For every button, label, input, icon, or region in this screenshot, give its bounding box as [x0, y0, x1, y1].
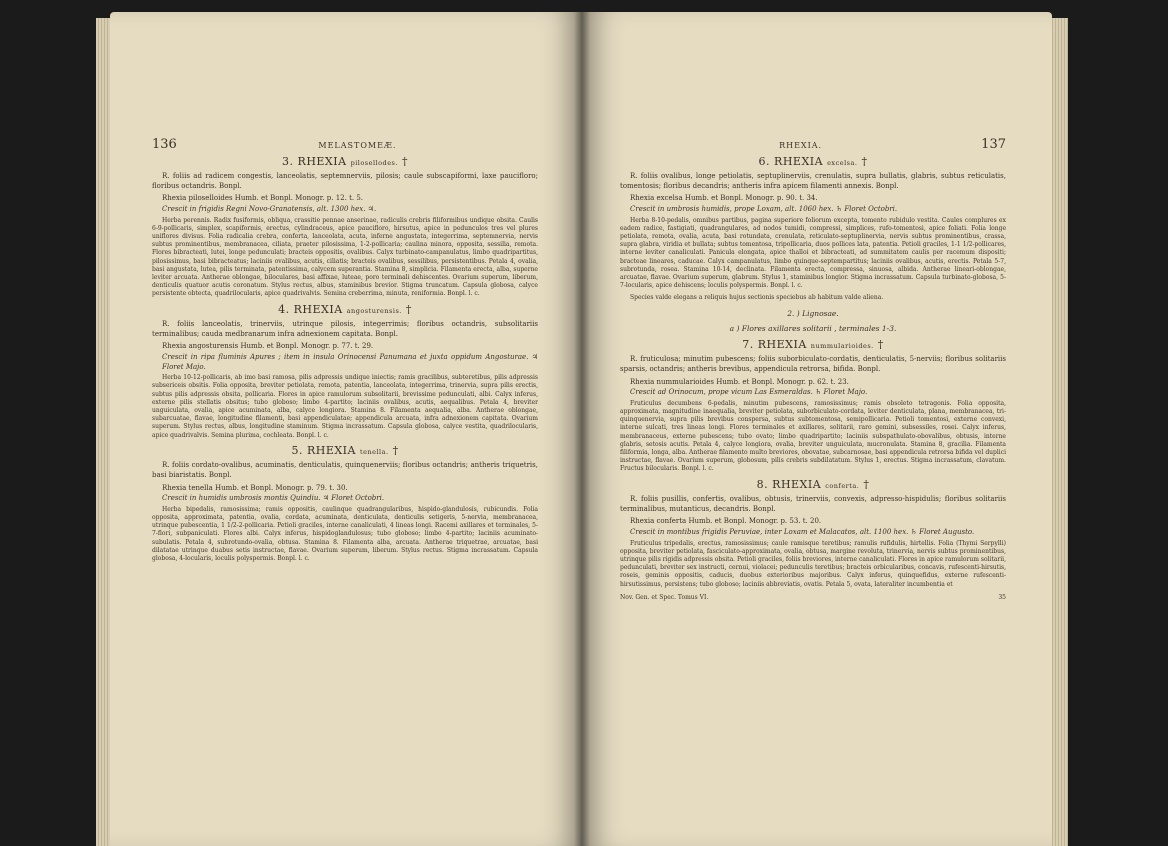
footer-sheet-number: 35 [998, 593, 1006, 601]
species-entry [620, 477, 1006, 589]
left-text-column [152, 137, 538, 567]
right-page-edges [1052, 18, 1068, 846]
species-note: Species valde elegans a reliquis hujus sectionis speciebus ab habitum valde aliena. [630, 294, 884, 302]
right-running-head: RHEXIA. [779, 141, 823, 150]
left-page-header [152, 137, 538, 152]
species-synonym: Rhexia piloselloides Humb. et Bonpl. Monogr. p. 12. t. 5. [162, 194, 364, 203]
species-synonym: Rhexia angosturensis Humb. et Bonpl. Monogr. p. 77. t. 29. [162, 342, 374, 351]
right-text-column [620, 137, 1006, 602]
species-description: Herba bipedalis, ramosissima; ramis oppositis, caulinque quadrangularibus, hispido-glandulosis, rubicundis. Folia opposita, approximata, patentia, ovalia, cordata, acuminata, denticulata, denticulis setigeris, 5-nervia, membranacea, utrinque pubescentia, 1 1/2-2-pollicaria. Petioli graciles, interne canaliculati, 4 lineas longi. Racemi axillares et terminales, 5-7-flori, subpaniculati. Flores albi. Calyx inferus, hispidoglandulosus; tubo globoso; limbo 4-partito; laciniis acuminato-subulatis. Petala 4, subrotundo-ovalia, obtusa. Stamina 8. Filamenta alba, arcuata. Antherae triquetrae, arcuatae, basi dilatatae utrinque duabus setis instructae, flavae. Ovarium superum, liberum. Stylus rectus. Stigma incrassatum. Capsula globosa, 4-locularis, loculis polyspermis. Bonpl. l. c. [152, 505, 538, 562]
species-diagnosis: R. foliis pusillis, confertis, ovalibus, obtusis, trinerviis, convexis, adpresso-hispidulis; floribus solitariis terminalibus, mutanticus, decandris. Bonpl. [620, 495, 1006, 513]
species-diagnosis: R. foliis ad radicem congestis, lanceolatis, septemnerviis, pilosis; caule subscapiformi, laxe paucifloro; floribus octandris. Bonpl. [152, 172, 538, 190]
species-title: 5. RHEXIA tenella. † [291, 443, 399, 457]
right-page-number: 137 [981, 137, 1006, 152]
species-title: 3. RHEXIA pilosellodes. † [282, 154, 408, 168]
species-habitat: Crescit in umbrosis humidis, prope Loxam, alt. 1060 hex. ♄ Floret Octobri. [630, 204, 898, 213]
species-habitat: Crescit in ripa fluminis Apures ; item in insula Orinocensi Panumana et juxta oppidum Angosturae. ♃ Floret Majo. [162, 352, 538, 371]
left-page-edges [96, 18, 110, 846]
species-description: Herba 8-10-pedalis, omnibus partibus, pagina superiore foliorum excepta, tomento rubidulo vestita. Caules complures ex eadem radice, fastigiati, quadrangulares, ad nodos tumidi, compressi, simplices, rufo-tomentosi, apice foliati. Folia longe petiolata, remota, ovalia, acuta, basi rotundata, crenulata, reticulato-septuplinervia, nervis subtus prominentibus, crassa, supra glabra, viridia et bullata; subtus tomentosa, tripollicaria, duos pollices lata, patentia. Petioli graciles, 1-1 1/2-pollicares, interne leviter canaliculati. Panicula elongata, apice thalloi et bibracteati, ad summitatem caulis per racemum dispositi; bracteae lineares, caducae. Calyx campanulatus, limbo quinque-septempartitus; laciniis ovalibus, acutis, erectis. Petala 5-7, subrotunda, rosea. Stamina 10-14, declinata. Filamenta erecta, compressa, sinuosa, albida. Antherae lineari-oblongae, arcuatae, flavae. Ovarium superum, glabrum. Stylus 1, staminibus longior. Stigma incrassatum. Capsula turbinato-globosa, 5-7-locularis, apice dehiscens; loculis polyspermis. Bonpl. l. c. [620, 216, 1006, 290]
species-synonym: Rhexia nummularioides Humb. et Bonpl. Monogr. p. 62. t. 23. [630, 377, 849, 386]
species-diagnosis: R. foliis ovalibus, longe petiolatis, septuplinerviis, crenulatis, supra bullatis, glabris, subtus reticulatis, tomentosis; floribus decandris; antheris infra apicem filamenti annexis. Bonpl. [620, 172, 1006, 190]
book-gutter [574, 12, 590, 846]
species-description: Fruticulus tripedalis, erectus, ramosissimus; caule ramisque teretibus; ramulis rufidulis, hirtellis. Folia (Thymi Serpylli) opposita, breviter petiolata, fasciculato-approximata, ovalia, obtusa, margine revoluta, trinervia, nervis subtus prominentibus, utrinque pilis rigidis adpressis obsita. Petioli graciles, foliis breviores, interne canaliculati. Flores in apice ramulorum solitarii, pedunculati, breviter sex instructi, cernui, violacei; pedunculis teretibus; bracteis orbicularibus, concavis, rufescenti-hirsutis, roseis, geminis oppositis, caducis, duobus exterioribus majoribus. Calyx inferus, quinquefidus, externe rufescenti-hirsutissimus, persistens; tubo globoso; laciniis abbreviatis, ovatis. Petala 5, ovata, lateraliter incumbentia et [620, 539, 1006, 588]
footer-signature: Nov. Gen. et Spec. Tomus VI. [620, 593, 709, 601]
right-page [582, 12, 1052, 846]
species-title: 7. RHEXIA nummularioides. † [742, 337, 884, 351]
species-entry [152, 154, 538, 299]
species-diagnosis: R. fruticulosa; minutim pubescens; foliis suborbiculato-cordatis, denticulatis, 5-nerviis; floribus solitariis sparsis, octandris; antheris brevibus, appendicula retrorsa, bifida. Bonpl. [620, 355, 1006, 373]
species-description: Fruticulus decumbens 6-pedalis, minutim pubescens, ramosissimus; ramis obsoleto tetragonis. Folia opposita, approximata, magnitudine inaequalia, breviter petiolata, suborbiculato-cordata, leviter denticulata, plana, membranacea, tri-quinquenervia, supra pilis brevibus conspersa, subtus subtomentosa, semipollicaria. Petioli tomentosi, externe convexi, interne sulcati, tres lineas longi. Flores terminales et axillares, solitarii, raro gemini, subsessiles, rosei. Calyx inferus, membranaceus, externe pubescens; tubo ovato; limbo quadripartito; laciniis subspathulato-obovalibus, obtusis, interne glabris, setosis acutis. Petala 4, calyce longiora, ovalia, breviter unguiculata, mucronulata. Stamina 8, gracilia. Filamenta filiformia, longa, alba. Antherae filamento multo breviores, obovatae, subcarnosae, basi appendicula retrorsa bifida vel duplici instructae, flavae. Ovarium superum, globosum, pilis crebris subdilatatum. Stylus 1, erectus. Stigma incrassatum, clavatum. Fructus bilocularis. Bonpl. l. c. [620, 399, 1006, 473]
page-footer [620, 593, 1006, 603]
species-entry [152, 443, 538, 563]
left-page [110, 12, 582, 846]
species-diagnosis: R. foliis cordato-ovalibus, acuminatis, denticulatis, quinquenerviis; floribus octandris; antheris triquetris, basi biaristatis. Bonpl. [152, 461, 538, 479]
species-title: 6. RHEXIA excelsa. † [758, 154, 868, 168]
right-page-header [620, 137, 1006, 152]
left-running-head: MELASTOMEÆ. [318, 141, 397, 150]
species-synonym: Rhexia excelsa Humb. et Bonpl. Monogr. p. 90. t. 34. [630, 194, 818, 203]
species-description: Herba 10-12-pollicaris, ab imo basi ramosa, pilis adpressis undique iniectis; ramis gracilibus, subteretibus, pilis adpressis subsericeis obsitis. Folia opposita, breviter petiolata, remota, patentia, lanceolata, integerrima, trinervia, supra pilis erectis, subtus pilis adpressis obsita, pollicaria. Flores in apice ramulorum subsolitarii, brevissime pedunculati, albi. Calyx inferus, externe pilis stellatis obsitus; tubo globoso; limbo 4-partito; laciniis ovalibus, acutis, aequalibus. Petala 4, breviter unguiculata, ovalia, apice acuminata, alba, calyce longiora. Stamina 8. Filamenta aequalia, alba. Antherae oblongae, subarcuatae, flavae, longitudine filamenti, basi appendiculatae; appendicula arcuata, infra adnexionem capitata. Ovarium superum. Stylus rectus, albus, longitudine staminum. Stigma incrassatum. Capsula globosa, calyce vestita, quadrilocularis, apice quadrivalvis. Semina plurima, cochleata. Bonpl. l. c. [152, 374, 538, 439]
species-description: Herba perennis. Radix fusiformis, obliqua, crassitie pennae anserinae, radiculis crebris filiformibus undique obsita. Caulis 6-9-pollicaris, simplex, scapiformis, erectus, cylindraceus, apice paucifloro, hirsutus, apice in pedunculos tres vel plures uniflores divisus. Folia radicalia crebra, conferta, lanceolata, acuta, inferne angustata, integerrima, septemnervia, nervis subtus prominentibus, membranacea, ciliata, praeter pilosissima, 1-2-pollicaria; caulina minora, opposita, sessilia, remota. Flores bibracteati, lutei, longe pedunculati; bracteis oppositis, ovalibus. Calyx turbinato-campanulatus, limbo quadripartitus, pilosissimus, basi bibracteatus; laciniis ovalibus, acutis, ciliatis; bracteis ovalibus, sessilibus, persistentibus. Petala 4, ovalia, basi angustata, lutea, pilis terminata, patentissima, calycem superantia. Stamina 8, simplicia. Filamenta erecta, alba, superne leviter arcuata. Antherae oblongae, biloculares, basi affixae, luteae, poro terminali dehiscentes. Ovarium superum, liberum, denticulis quatuor acutis coronatum. Stylus rectus, albus, staminibus brevior. Stigma truncatum. Capsula globosa, calyce persistente obtecta, quadrilocularis, apice quadrivalvis. Semina creberrima, minuta, reniformia. Bonpl. l. c. [152, 216, 538, 298]
species-habitat: Crescit in frigidis Regni Novo-Granatensis, alt. 1300 hex. ♃. [162, 204, 377, 213]
species-title: 4. RHEXIA angosturensis. † [278, 302, 412, 316]
species-diagnosis: R. foliis lanceolatis, trinerviis, utrinque pilosis, integerrimis; floribus octandris, subsolitariis terminalibus; cauda medbranarum infra adnexionem capitata. Bonpl. [152, 320, 538, 338]
species-habitat: Crescit in humidis umbrosis montis Quindiu. ♃ Floret Octobri. [162, 494, 385, 503]
species-entry [152, 302, 538, 440]
section-heading: 2. ) Lignosae. [787, 308, 839, 318]
species-entry [620, 337, 1006, 474]
species-synonym: Rhexia conferta Humb. et Bonpl. Monogr. p. 53. t. 20. [630, 517, 822, 526]
left-page-number: 136 [152, 137, 177, 152]
species-synonym: Rhexia tenella Humb. et Bonpl. Monogr. p. 79. t. 30. [162, 483, 348, 492]
subsection-heading: a ) Flores axillares solitarii , terminales 1-3. [729, 324, 897, 334]
species-habitat: Crescit ad Orinocum, prope vicum Las Esmeraldas. ♄ Floret Majo. [630, 388, 868, 397]
species-entry [620, 154, 1006, 303]
species-habitat: Crescit in montibus frigidis Peruviae, inter Loxam et Malacatos, alt. 1100 hex. ♄ Floret Augusto. [630, 527, 975, 536]
species-title: 8. RHEXIA conferta. † [756, 477, 870, 491]
